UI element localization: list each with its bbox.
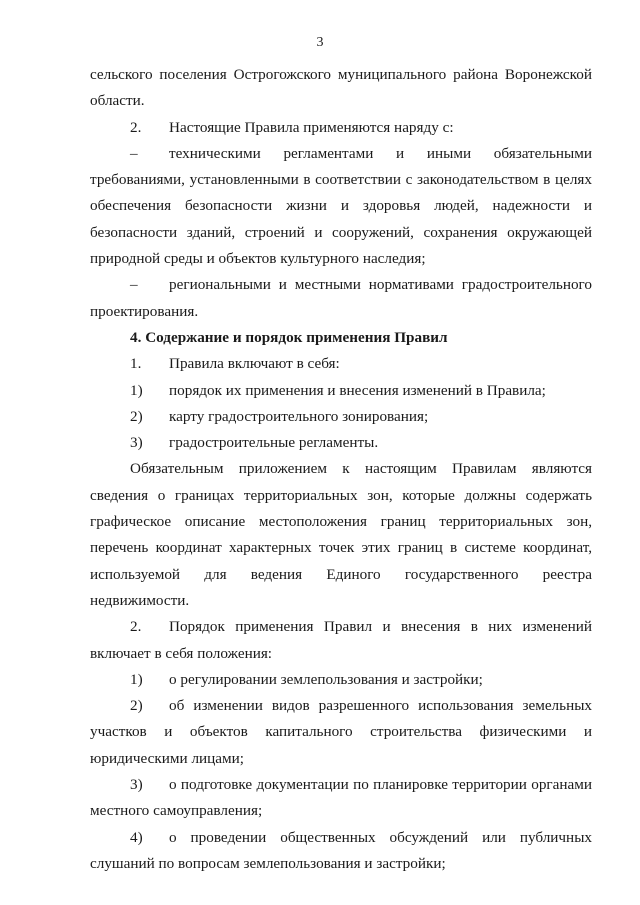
list-marker: 1) bbox=[130, 670, 143, 688]
list-item-text: о регулировании землепользования и застройки; bbox=[169, 670, 483, 688]
list-item bbox=[90, 825, 592, 878]
list-item-text: карту градостроительного зонирования; bbox=[169, 407, 429, 425]
dash-item-text: региональными и местными нормативами градостроительного проектирования. bbox=[90, 276, 592, 320]
list-item bbox=[90, 693, 592, 772]
continuation-paragraph: сельского поселения Острогожского муниципального района Воронежской области. bbox=[90, 66, 592, 110]
list-item-text: об изменении видов разрешенного использования земельных участков и объектов капитального строительства физическими и юридическими лицами; bbox=[90, 697, 592, 767]
list-marker: 4) bbox=[130, 828, 143, 846]
document-body bbox=[90, 62, 592, 877]
item-marker: 2. bbox=[130, 118, 142, 136]
page-number: 3 bbox=[316, 35, 324, 50]
list-item-text: градостроительные регламенты. bbox=[169, 434, 379, 452]
list-item-text: о проведении общественных обсуждений или публичных слушаний по вопросам землепользования и застройки; bbox=[90, 828, 592, 872]
item-text: Правила включают в себя: bbox=[169, 355, 340, 373]
dash-item bbox=[90, 141, 592, 272]
list-item bbox=[90, 430, 592, 456]
list-marker: 2) bbox=[130, 697, 143, 715]
dash-marker: – bbox=[130, 144, 138, 162]
item-marker: 1. bbox=[130, 355, 142, 373]
list-item bbox=[90, 667, 592, 693]
list-marker: 3) bbox=[130, 776, 143, 794]
list-item-text: о подготовке документации по планировке территории органами местного самоуправления; bbox=[90, 776, 592, 820]
dash-item-text: техническими регламентами и иными обязательными требованиями, установленными в соответствии с законодательством в целях обеспечения безопасности жизни и здоровья людей, надежности и безопасности зданий, строений и сооружений, сохранения окружающей природной среды и объектов культурного наследия; bbox=[90, 144, 592, 268]
list-item bbox=[90, 404, 592, 430]
list-marker: 3) bbox=[130, 434, 143, 452]
list-marker: 1) bbox=[130, 381, 143, 399]
section-heading: 4. Содержание и порядок применения Правил bbox=[130, 328, 448, 346]
section-item-2 bbox=[90, 614, 592, 667]
dash-item bbox=[90, 272, 592, 325]
item-marker: 2. bbox=[130, 618, 142, 636]
dash-marker: – bbox=[130, 276, 138, 294]
appendix-paragraph: Обязательным приложением к настоящим Правилам являются сведения о границах территориальных зон, которые должны содержать графическое описание местоположения границ территориальных зон, перечень координат характерных точек этих границ в системе координат, используемой для ведения Единого государственного реестра недвижимости. bbox=[90, 460, 592, 609]
list-item bbox=[90, 772, 592, 825]
list-item bbox=[90, 378, 592, 404]
item-text: Порядок применения Правил и внесения в них изменений включает в себя положения: bbox=[90, 618, 592, 662]
item-text: Настоящие Правила применяются наряду с: bbox=[169, 118, 454, 136]
list-marker: 2) bbox=[130, 407, 143, 425]
item-2-intro bbox=[90, 115, 592, 141]
list-item-text: порядок их применения и внесения изменений в Правила; bbox=[169, 381, 546, 399]
section-item-1 bbox=[90, 351, 592, 377]
